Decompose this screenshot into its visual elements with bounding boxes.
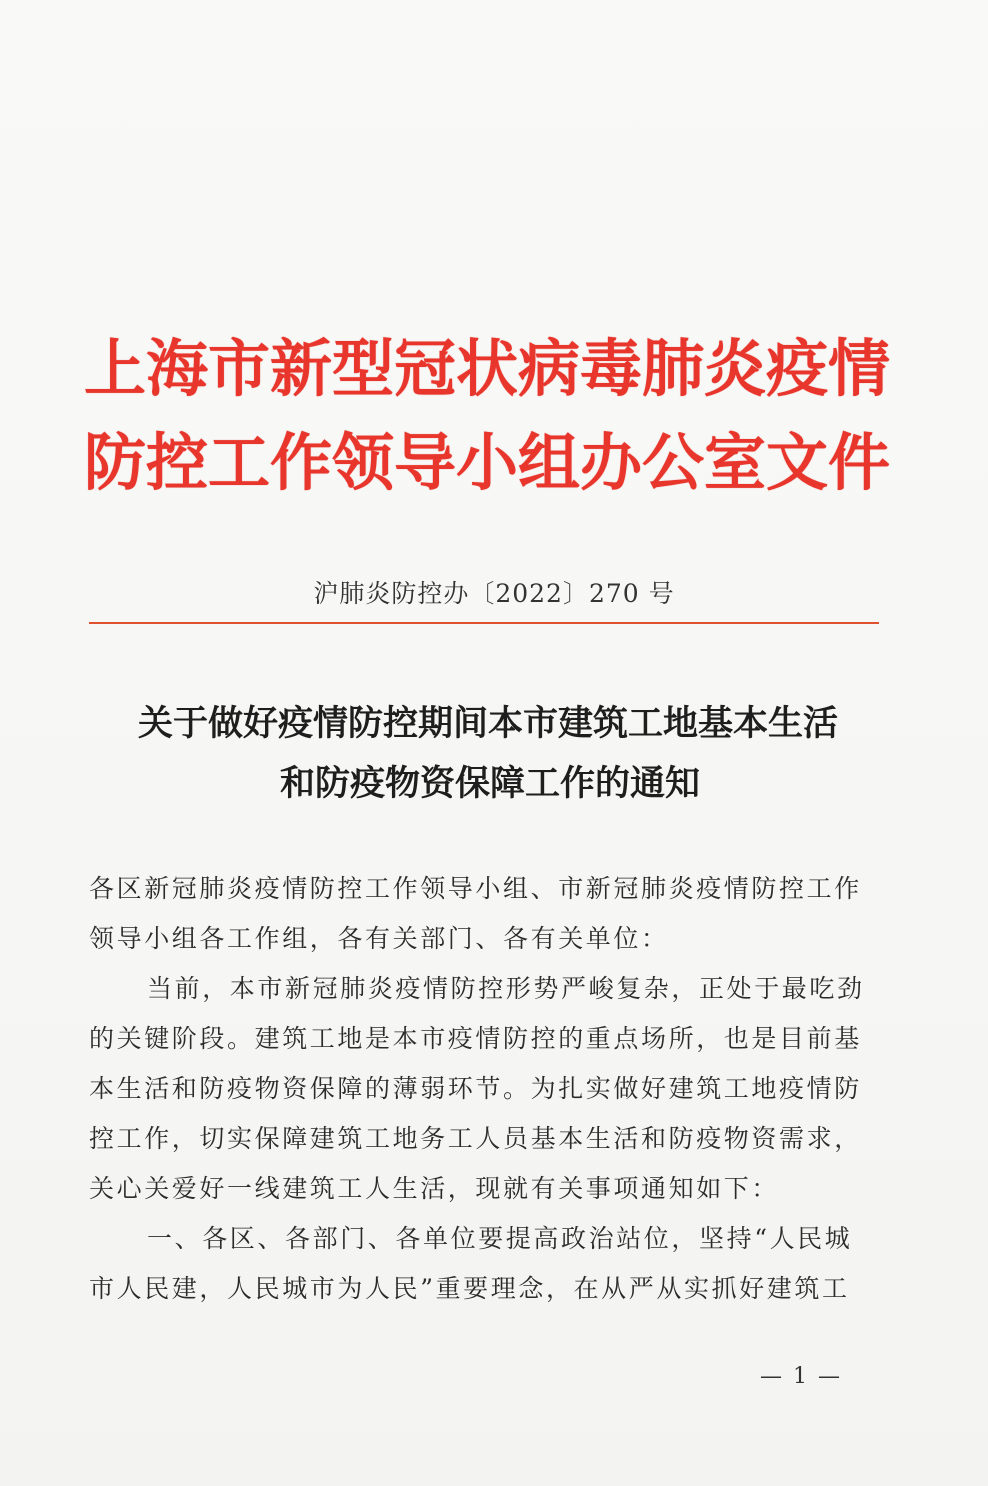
body-text-line: 市人民建，人民城市为人民”重要理念，在从严从实抓好建筑工	[89, 1274, 850, 1303]
body-text-line: 各区新冠肺炎疫情防控工作领导小组、市新冠肺炎疫情防控工作	[89, 874, 862, 903]
body-text-line: 的关键阶段。建筑工地是本市疫情防控的重点场所，也是目前基	[89, 1024, 862, 1053]
body-text-line: 控工作，切实保障建筑工地务工人员基本生活和防疫物资需求，	[89, 1124, 862, 1153]
issuing-authority-header-line-1: 上海市新型冠状病毒肺炎疫情	[84, 332, 891, 405]
page-number: — 1 —	[760, 1364, 842, 1389]
body-text-line: 本生活和防疫物资保障的薄弱环节。为扎实做好建筑工地疫情防	[89, 1074, 862, 1103]
body-text-line: 关心关爱好一线建筑工人生活，现就有关事项通知如下：	[89, 1174, 780, 1203]
document-number: 沪肺炎防控办〔2022〕270 号	[313, 579, 675, 608]
body-text-line: 领导小组各工作组，各有关部门、各有关单位：	[89, 924, 669, 953]
issuing-authority-header-line-2: 防控工作领导小组办公室文件	[84, 426, 891, 499]
notice-title-line-1: 关于做好疫情防控期间本市建筑工地基本生活	[137, 703, 838, 744]
body-text-line: 当前，本市新冠肺炎疫情防控形势严峻复杂，正处于最吃劲	[147, 974, 865, 1003]
body-text-line: 一、各区、各部门、各单位要提高政治站位，坚持“人民城	[147, 1224, 853, 1253]
red-divider-line	[89, 622, 879, 624]
notice-title-line-2: 和防疫物资保障工作的通知	[279, 763, 700, 804]
